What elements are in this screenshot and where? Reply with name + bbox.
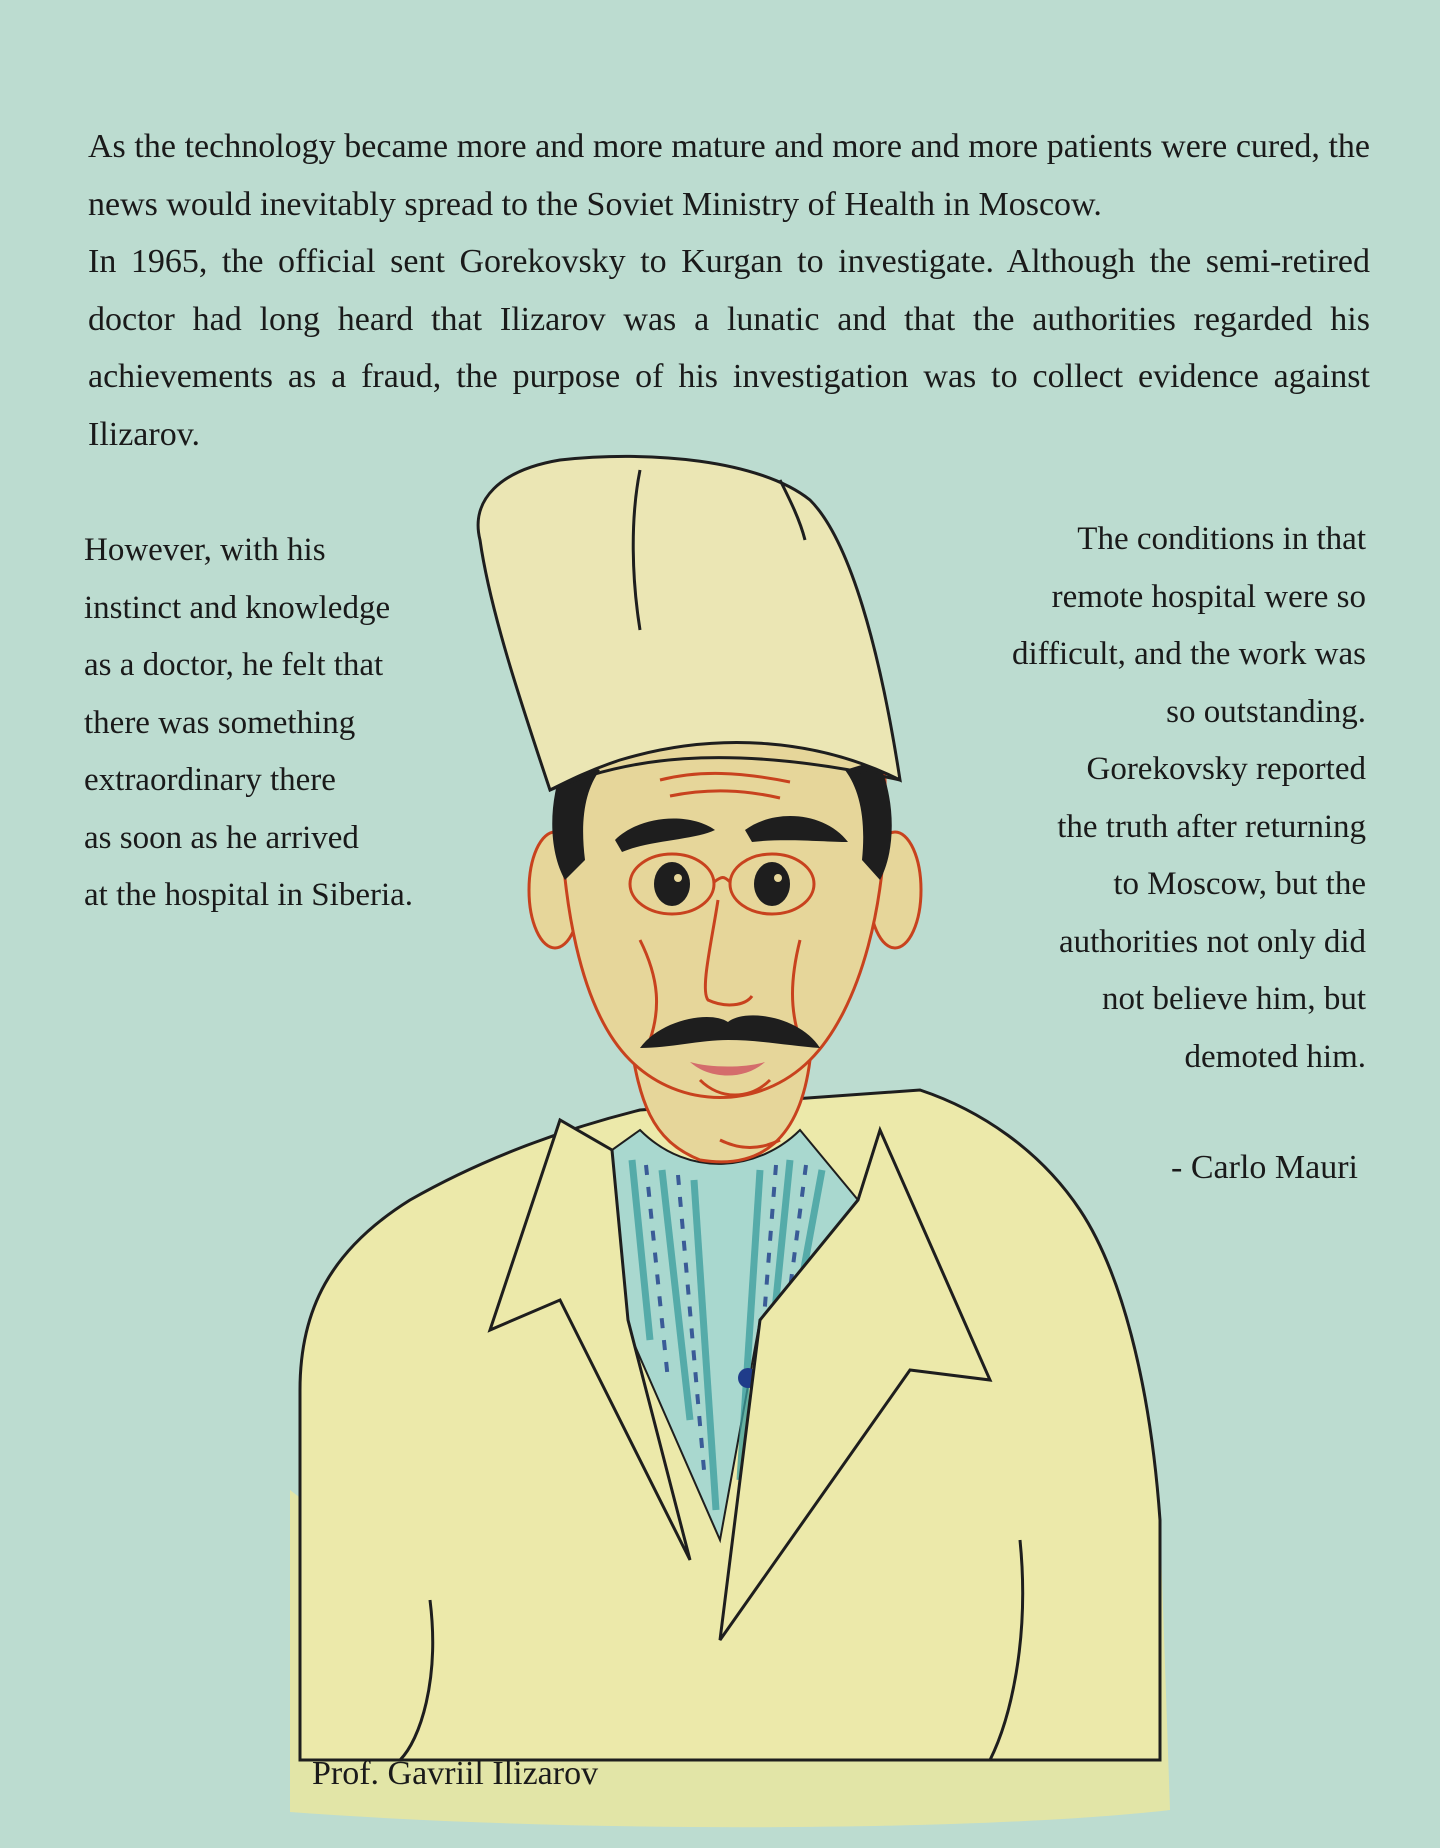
- right-column-line: the truth after returning: [1057, 808, 1366, 845]
- left-column-line: as a doctor, he felt that: [84, 647, 384, 683]
- right-column-line: difficult, and the work was: [1011, 636, 1366, 672]
- right-column-line: The conditions in that: [1077, 521, 1366, 557]
- right-column-line: authorities not only did: [1058, 923, 1366, 960]
- right-column-line: so outstanding.: [1166, 693, 1366, 730]
- right-column-text: [1012, 511, 1366, 1086]
- right-column-line: demoted him.: [1184, 1038, 1366, 1075]
- right-column-line: to Moscow, but the: [1113, 866, 1366, 902]
- left-column-line: at the hospital in Siberia.: [84, 877, 414, 913]
- left-column-line: instinct and knowledge: [84, 589, 391, 626]
- left-column-line: as soon as he arrived: [84, 819, 359, 856]
- left-column-text: [84, 522, 413, 925]
- quote-attribution: - Carlo Mauri: [1171, 1149, 1358, 1186]
- left-column-line: extraordinary there: [84, 762, 336, 798]
- right-column-line: not believe him, but: [1102, 981, 1366, 1017]
- intro-paragraph-2: In 1965, the official sent Gorekovsky to Kurgan to investigate. Although the semi-retired doctor had long heard that Ilizarov was a lunatic and that the authorities regarded his achievements as a fraud, the purpose of his investigation was to collect evidence against Ilizarov.: [88, 243, 1370, 453]
- right-column-line: remote hospital were so: [1051, 578, 1366, 615]
- left-column-line: there was something: [84, 704, 356, 741]
- doctor-cap: [478, 456, 900, 790]
- intro-text: [88, 118, 1370, 463]
- intro-paragraph-1: As the technology became more and more mature and more and more patients were cured, the news would inevitably spread to the Soviet Ministry of Health in Moscow.: [88, 128, 1370, 223]
- right-column-line: Gorekovsky reported: [1086, 751, 1366, 787]
- portrait-caption: Prof. Gavriil Ilizarov: [312, 1755, 599, 1792]
- left-column-line: However, with his: [84, 532, 326, 568]
